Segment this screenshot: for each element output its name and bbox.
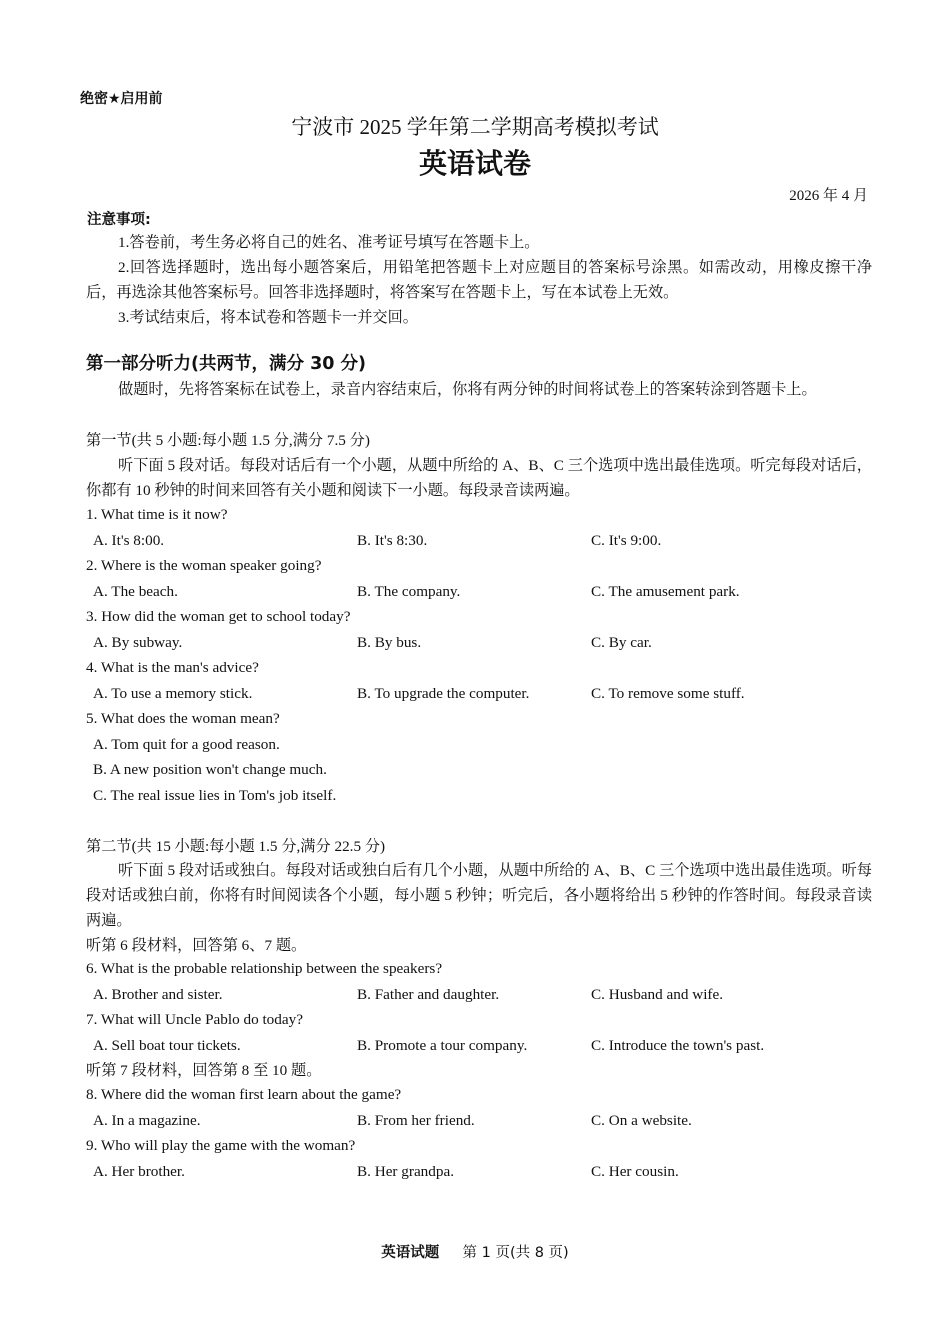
q7-option-a: A. Sell boat tour tickets. <box>93 1037 241 1054</box>
q3-option-c: C. By car. <box>591 634 652 651</box>
q2-option-b: B. The company. <box>357 583 461 600</box>
question-9: 9. Who will play the game with the woman? <box>86 1137 356 1154</box>
material-7-label: 听第 7 段材料，回答第 8 至 10 题。 <box>86 1062 322 1079</box>
q4-option-b: B. To upgrade the computer. <box>357 685 530 702</box>
question-8: 8. Where did the woman first learn about the game? <box>86 1086 402 1103</box>
page-footer <box>0 1241 950 1262</box>
section1-instructions: 听下面 5 段对话。每段对话后有一个小题，从题中所给的 A、B、C 三个选项中选出最佳选项。听完每段对话后，你都有 10 秒钟的时间来回答有关小题和阅读下一小题。每段录音读两遍。 <box>86 457 872 499</box>
q4-option-a: A. To use a memory stick. <box>93 685 253 702</box>
q3-option-b: B. By bus. <box>357 634 422 651</box>
section2-instructions: 听下面 5 段对话或独白。每段对话或独白后有几个小题，从题中所给的 A、B、C 三个选项中选出最佳选项。听每段对话或独白前，你将有时间阅读各个小题，每小题 5 秒钟；听完后，各小题将给出 5 秒钟的作答时间。每段录音读两遍。 <box>86 862 872 929</box>
q4-option-c: C. To remove some stuff. <box>591 685 745 702</box>
q1-option-b: B. It's 8:30. <box>357 532 428 549</box>
notice-heading: 注意事项: <box>87 212 151 228</box>
section1-heading: 第一节(共 5 小题:每小题 1.5 分,满分 7.5 分) <box>86 432 370 449</box>
q5-option-c: C. The real issue lies in Tom's job itself. <box>93 787 337 804</box>
notice-item-1: 1.答卷前，考生务必将自己的姓名、准考证号填写在答题卡上。 <box>118 234 540 251</box>
q8-option-c: C. On a website. <box>591 1112 692 1129</box>
question-4: 4. What is the man's advice? <box>86 659 259 676</box>
q6-option-b: B. Father and daughter. <box>357 986 500 1003</box>
footer-page-number: 第 1 页(共 8 页) <box>462 1245 569 1261</box>
q5-option-a: A. Tom quit for a good reason. <box>93 736 280 753</box>
q2-option-c: C. The amusement park. <box>591 583 740 600</box>
subject-title: 英语试卷 <box>418 147 531 180</box>
q9-option-c: C. Her cousin. <box>591 1163 679 1180</box>
question-1: 1. What time is it now? <box>86 506 228 523</box>
exam-date: 2026 年 4 月 <box>789 188 868 204</box>
q8-option-b: B. From her friend. <box>357 1112 475 1129</box>
material-6-label: 听第 6 段材料，回答第 6、7 题。 <box>86 937 307 954</box>
question-3: 3. How did the woman get to school today? <box>86 608 351 625</box>
part1-heading: 第一部分听力(共两节，满分 30 分) <box>86 354 367 374</box>
q6-option-a: A. Brother and sister. <box>93 986 223 1003</box>
q7-option-c: C. Introduce the town's past. <box>591 1037 765 1054</box>
q2-option-a: A. The beach. <box>93 583 178 600</box>
q1-option-c: C. It's 9:00. <box>591 532 662 549</box>
question-7: 7. What will Uncle Pablo do today? <box>86 1011 303 1028</box>
question-2: 2. Where is the woman speaker going? <box>86 557 322 574</box>
q8-option-a: A. In a magazine. <box>93 1112 201 1129</box>
q3-option-a: A. By subway. <box>93 634 183 651</box>
section2-heading: 第二节(共 15 小题:每小题 1.5 分,满分 22.5 分) <box>86 838 386 855</box>
q5-option-b: B. A new position won't change much. <box>93 761 327 778</box>
question-5: 5. What does the woman mean? <box>86 710 280 727</box>
part1-intro: 做题时，先将答案标在试卷上，录音内容结束后，你将有两分钟的时间将试卷上的答案转涂到答题卡上。 <box>118 381 817 398</box>
q9-option-a: A. Her brother. <box>93 1163 185 1180</box>
q9-option-b: B. Her grandpa. <box>357 1163 454 1180</box>
notice-item-3: 3.考试结束后，将本试卷和答题卡一并交回。 <box>118 309 418 326</box>
question-6: 6. What is the probable relationship between the speakers? <box>86 960 443 977</box>
footer-subject: 英语试题 <box>381 1245 440 1261</box>
q1-option-a: A. It's 8:00. <box>93 532 165 549</box>
q6-option-c: C. Husband and wife. <box>591 986 724 1003</box>
q7-option-b: B. Promote a tour company. <box>357 1037 528 1054</box>
notice-item-2: 2.回答选择题时，选出每小题答案后，用铅笔把答题卡上对应题目的答案标号涂黑。如需改动，用橡皮擦干净后，再选涂其他答案标号。回答非选择题时，将答案写在答题卡上，写在本试卷上无效。 <box>86 259 872 301</box>
secret-label: 绝密★启用前 <box>80 91 163 107</box>
exam-title: 宁波市 2025 学年第二学期高考模拟考试 <box>291 115 659 139</box>
